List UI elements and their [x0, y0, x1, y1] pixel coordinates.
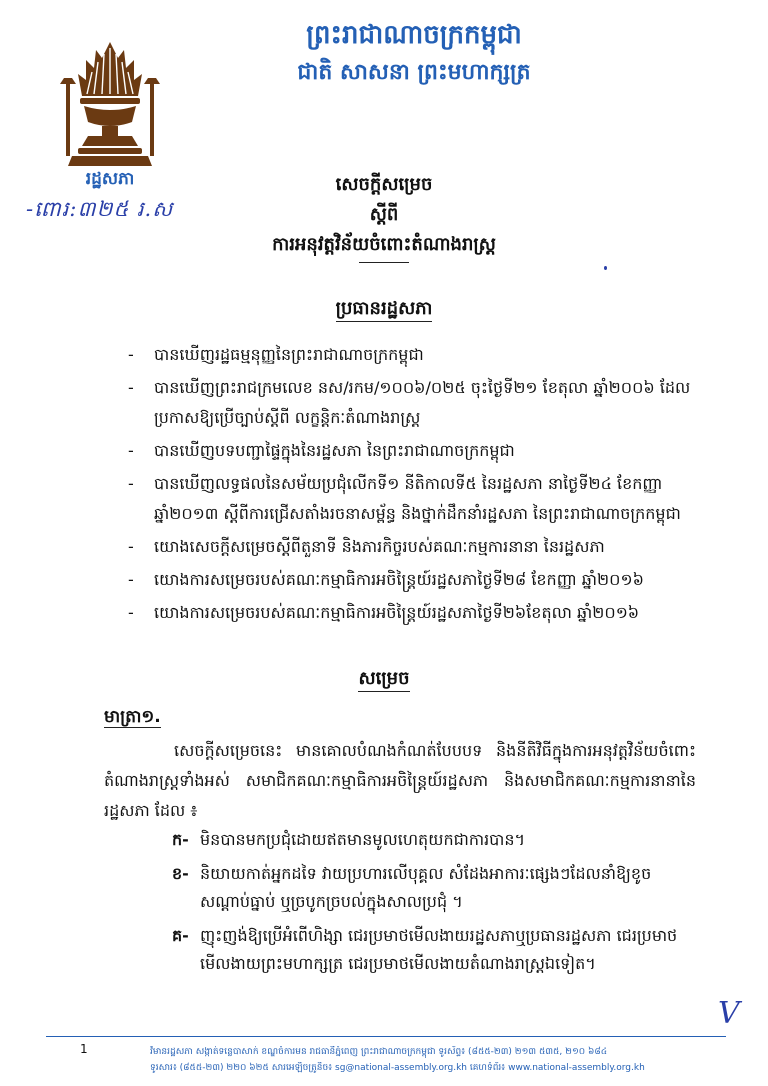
article-items-list: [172, 826, 698, 984]
list-item: - បានឃើញព្រះរាជក្រមលេខ នស/រកម/១០០៦/០២៥ ចុះថ្ងៃទី២១ ខែតុលា ឆ្នាំ២០០៦ ដែលប្រកាសឱ្យប្រើច្បាប់ស្ដីពី លក្ខន្តិកៈតំណាងរាស្ត្រ: [128, 378, 691, 427]
decision-title: សេចក្ដីសម្រេច: [335, 174, 433, 195]
list-item: - បានឃើញលទ្ធផលនៃសម័យប្រជុំលើកទី១ នីតិកាលទី៥ នៃរដ្ឋសភា នាថ្ងៃទី២៤ ខែកញ្ញា ឆ្នាំ២០១៣ ស្ដីពីការជ្រើសតាំងរចនាសម្ព័ន្ធ និងថ្នាក់ដឹកនាំរដ្ឋសភា នៃព្រះរាជាណាចក្រកម្ពុជា: [128, 474, 681, 523]
footer-contact: ទូរសារ៖ (៨៥៥-២៣) ២២០ ៦២៥ សារអេឡិចត្រូនិច៖ sg@national-assembly.org.kh គេហទំព័រ៖ www.national-assembly.org.kh: [150, 1063, 645, 1073]
handwritten-reference-number: -ពោរ:៣២៥ រ.ស: [26, 197, 174, 221]
list-item: - យោងសេចក្ដីសម្រេចស្ដីពីតួនាទី និងភារកិច្ចរបស់គណៈកម្មការនានា នៃរដ្ឋសភា: [128, 537, 605, 556]
article-heading: មាត្រា១.: [104, 707, 161, 727]
ink-mark: [604, 266, 607, 270]
list-item: - យោងការសម្រេចរបស់គណៈកម្មាធិការអចិន្ត្រៃយ៍រដ្ឋសភាថ្ងៃទី២៨ ខែកញ្ញា ឆ្នាំ២០១៦: [128, 570, 644, 589]
considerations-list: [128, 340, 718, 631]
list-item: ក- មិនបានមកប្រជុំដោយឥតមានមូលហេតុយកជាការបាន។: [172, 830, 526, 849]
list-item: - យោងការសម្រេចរបស់គណៈកម្មាធិការអចិន្ត្រៃយ៍រដ្ឋសភាថ្ងៃទី២៦ខែតុលា ឆ្នាំ២០១៦: [128, 603, 640, 622]
list-item: គ- ញុះញង់ឱ្យប្រើអំពើហិង្សា ជេរប្រមាថមើលងាយរដ្ឋសភាឬប្រធានរដ្ឋសភា ជេរប្រមាថមើលងាយព្រះមហាក្សត្រ ជេរប្រមាថមើលងាយតំណាងរាស្ត្រឯទៀត។: [172, 926, 678, 973]
footer-address: វិមានរដ្ឋសភា សង្កាត់ទន្លេបាសាក់ ខណ្ឌចំការមន រាជធានីភ្នំពេញ ព្រះរាជាណាចក្រកម្ពុជា ទូរស័ព្ទ៖ (៨៥៥-២៣) ២១៣ ៥៣៥, ២១០ ៦៨៤: [150, 1047, 608, 1057]
assembly-label: រដ្ឋសភា: [85, 169, 135, 189]
decision-heading: សម្រេច: [0, 666, 768, 693]
page-number: 1: [80, 1042, 88, 1056]
article-paragraph: សេចក្ដីសម្រេចនេះ មានគោលបំណងកំណត់បែបបទ និងនីតិវិធីក្នុងការអនុវត្តវិន័យចំពោះតំណាងរាស្ត្រទាំងអស់ សមាជិកគណៈកម្មាធិការអចិន្ត្រៃយ៍រដ្ឋសភា និងសមាជិកគណៈកម្មការនានានៃរដ្ឋសភា ដែល ៖: [104, 741, 696, 820]
kingdom-heading: ព្រះរាជាណាចក្រកម្ពុជា: [306, 20, 522, 50]
list-item: - បានឃើញបទបញ្ជាផ្ទៃក្នុងនៃរដ្ឋសភា នៃព្រះរាជាណាចក្រកម្ពុជា: [128, 441, 515, 460]
national-assembly-emblem-icon: [58, 40, 162, 170]
footer-divider: [46, 1036, 726, 1037]
list-item: ខ- និយាយកាត់អ្នកដទៃ វាយប្រហារលើបុគ្គល សំដែងអាការៈផ្សេងៗដែលនាំឱ្យខូចសណ្ដាប់ធ្នាប់ ឬច្របូកច្របល់ក្នុងសាលប្រជុំ ។: [172, 864, 652, 911]
president-heading: ប្រធានរដ្ឋសភា: [0, 296, 768, 323]
title-divider: [359, 262, 409, 264]
national-motto: ជាតិ សាសនា ព្រះមហាក្សត្រ: [297, 59, 531, 85]
handwritten-page-mark: V: [718, 996, 740, 1031]
decision-subject: ការអនុវត្តវិន័យចំពោះតំណាងរាស្ត្រ: [272, 234, 496, 255]
list-item: - បានឃើញរដ្ឋធម្មនុញ្ញនៃព្រះរាជាណាចក្រកម្ពុជា: [128, 345, 424, 364]
decision-title-about: ស្ដីពី: [369, 204, 399, 225]
